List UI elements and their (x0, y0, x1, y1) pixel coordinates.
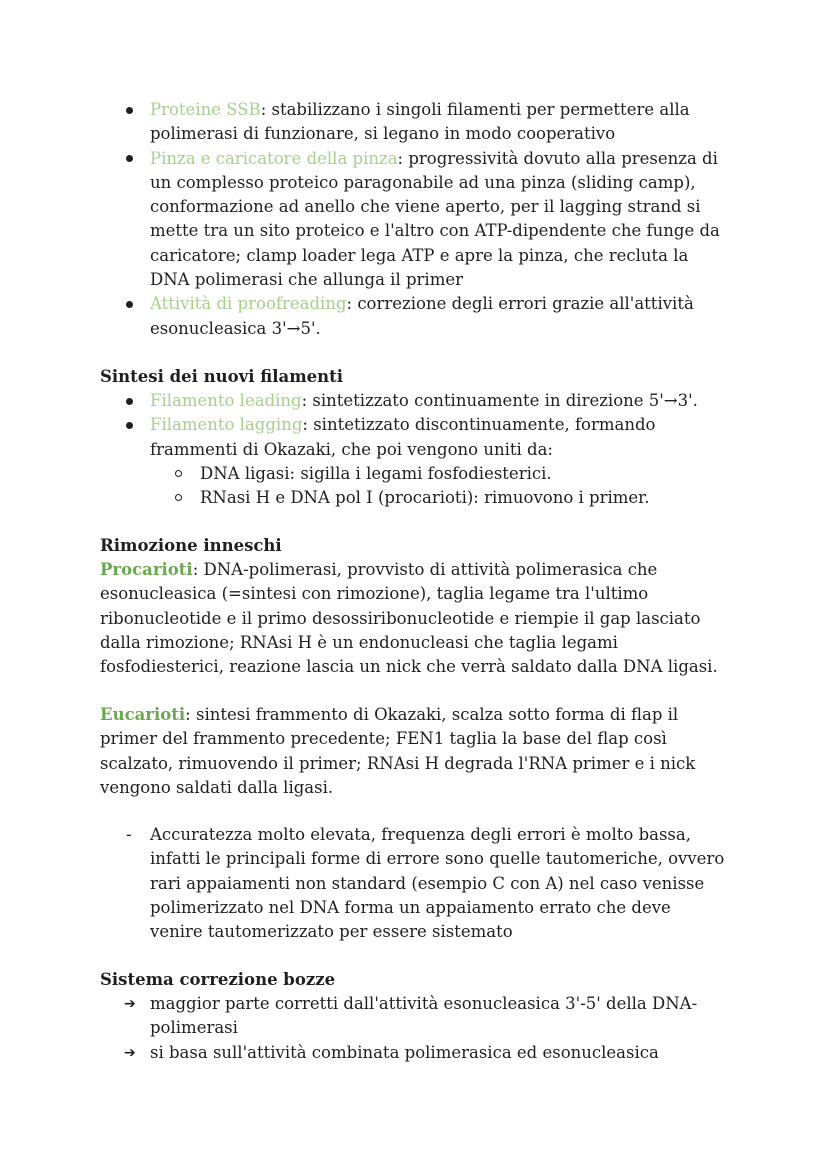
list-item: Attività di proofreading: correzione degli errori grazie all'attività esonucleasica 3'→5'. (0, 292, 828, 341)
sub-list-item: RNasi H e DNA pol I (procarioti): rimuovono i primer. (0, 486, 828, 510)
section-heading-rimozione: Rimozione inneschi (100, 536, 282, 555)
term-highlight: Proteine SSB (150, 100, 261, 119)
term-highlight: Filamento lagging (150, 415, 303, 435)
dash-list (0, 823, 828, 944)
list-item: Proteine SSB: stabilizzano i singoli filamenti per permettere alla polimerasi di funzionare, si legano in modo cooperativo (0, 98, 828, 147)
list-item: ➔ maggior parte corretti dall'attività esonucleasica 3'-5' della DNA-polimerasi (0, 992, 828, 1041)
section-heading-correzione: Sistema correzione bozze (100, 970, 336, 989)
list-item: Filamento leading: sintetizzato continuamente in direzione 5'→3'. (0, 389, 828, 413)
term-eucarioti: Eucarioti (100, 705, 186, 724)
bullet-list-replication-proteins (0, 98, 828, 341)
bullet-list-filamenti (0, 389, 828, 510)
paragraph-procarioti: Procarioti: DNA-polimerasi, provvisto di attività polimerasica che esonucleasica (=sintesi con rimozione), taglia legame tra l'ultimo ribonucleotide e il primo desossiribonucleotide e riempie il gap lasciato dalla rimozione; RNAsi H è un endonucleasi che taglia legami fosfodiesterici, reazione lascia un nick che verrà saldato dalla DNA ligasi. (100, 560, 718, 677)
term-procarioti: Procarioti (100, 560, 193, 579)
list-item: - Accuratezza molto elevata, frequenza degli errori è molto bassa, infatti le principali forme di errore sono quelle tautomeriche, ovvero rari appaiamenti non standard (esempio C con A) nel caso venisse polimerizzato nel DNA forma un appaiamento errato che deve venire tautomerizzato per essere sistemato (0, 823, 828, 944)
arrow-list-correzione (0, 992, 828, 1065)
list-item: ➔ si basa sull'attività combinata polimerasica ed esonucleasica (0, 1041, 828, 1065)
sub-list-item: DNA ligasi: sigilla i legami fosfodiesterici. (0, 462, 828, 486)
section-heading-sintesi: Sintesi dei nuovi filamenti (100, 367, 344, 386)
paragraph-eucarioti: Eucarioti: sintesi frammento di Okazaki, scalza sotto forma di flap il primer del frammento precedente; FEN1 taglia la base del flap così scalzato, rimuovendo il primer; RNAsi H degrada l'RNA primer e i nick vengono saldati dalla ligasi. (100, 705, 696, 797)
list-item: Filamento lagging: sintetizzato discontinuamente, formando frammenti di Okazaki, che poi vengono uniti da: (0, 413, 828, 462)
term-highlight: Filamento leading (150, 391, 302, 410)
list-item: Pinza e caricatore della pinza: progressività dovuto alla presenza di un complesso proteico paragonabile ad una pinza (sliding camp), conformazione ad anello che viene aperto, per il lagging strand si mette tra un sito proteico e l'altro con ATP-dipendente che funge da caricatore; clamp loader lega ATP e apre la pinza, che recluta la DNA polimerasi che allunga il primer (0, 147, 828, 293)
term-highlight: Attività di proofreading (150, 294, 347, 314)
term-highlight: Pinza e caricatore della pinza (150, 148, 398, 168)
